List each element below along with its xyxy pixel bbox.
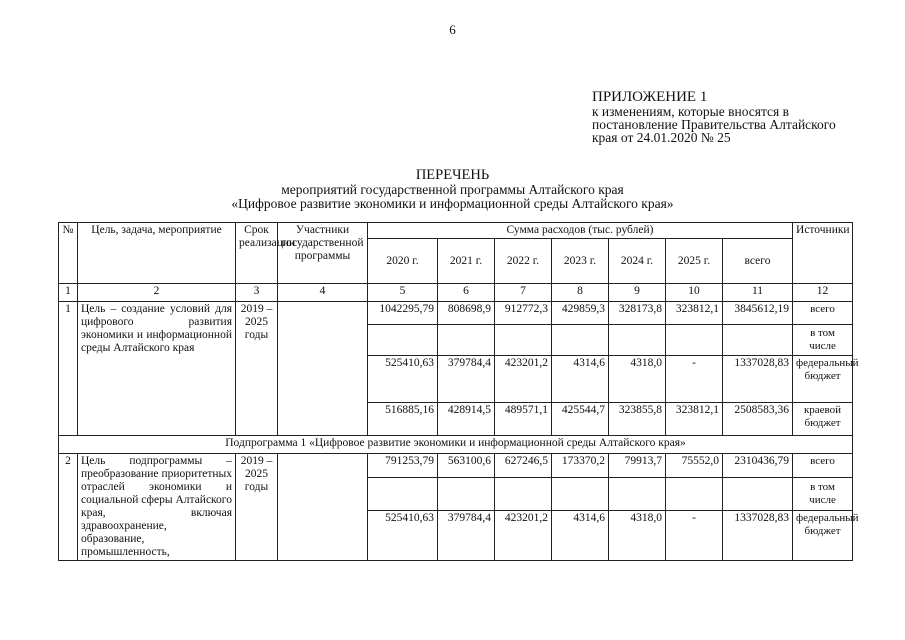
value-cell: 563100,6	[438, 454, 495, 478]
header-year: 2025 г.	[666, 239, 723, 284]
value-cell: 627246,5	[495, 454, 552, 478]
header-goal: Цель, задача, мероприятие	[78, 223, 236, 284]
value-cell: 4318,0	[609, 511, 666, 561]
row-term: 2019 – 2025 годы	[236, 302, 278, 436]
value-cell	[609, 478, 666, 511]
value-cell: 1337028,83	[723, 511, 793, 561]
value-cell: 328173,8	[609, 302, 666, 325]
row-number: 2	[59, 454, 78, 561]
column-number: 12	[793, 284, 853, 302]
row-participants	[278, 302, 368, 436]
value-cell: 173370,2	[552, 454, 609, 478]
value-cell: 4314,6	[552, 356, 609, 403]
value-cell: 912772,3	[495, 302, 552, 325]
header-year: 2020 г.	[368, 239, 438, 284]
value-cell: 429859,3	[552, 302, 609, 325]
appendix-title: ПРИЛОЖЕНИЕ 1	[592, 89, 708, 105]
source-cell: в том числе	[793, 478, 853, 511]
value-cell: 428914,5	[438, 403, 495, 436]
column-number: 1	[59, 284, 78, 302]
document-heading	[0, 168, 905, 211]
value-cell: 808698,9	[438, 302, 495, 325]
value-cell: 323812,1	[666, 302, 723, 325]
heading-title: ПЕРЕЧЕНЬ	[415, 167, 490, 183]
column-number-row	[59, 284, 853, 302]
value-cell	[438, 325, 495, 356]
source-cell: федеральный бюджет	[793, 511, 853, 561]
header-participants: Участники государственной программы	[278, 223, 368, 284]
value-cell: 425544,7	[552, 403, 609, 436]
source-cell: в том числе	[793, 325, 853, 356]
appendix-block	[592, 90, 852, 144]
column-number: 2	[78, 284, 236, 302]
column-number: 9	[609, 284, 666, 302]
column-number: 5	[368, 284, 438, 302]
value-cell: 75552,0	[666, 454, 723, 478]
header-total: всего	[723, 239, 793, 284]
value-cell: 379784,4	[438, 511, 495, 561]
value-cell	[552, 325, 609, 356]
value-cell: 2508583,36	[723, 403, 793, 436]
value-cell	[368, 325, 438, 356]
column-number: 8	[552, 284, 609, 302]
value-cell: -	[666, 356, 723, 403]
header-year: 2023 г.	[552, 239, 609, 284]
value-cell: 3845612,19	[723, 302, 793, 325]
value-cell	[495, 325, 552, 356]
table-row	[59, 454, 853, 478]
page-number: 6	[449, 22, 456, 37]
row-participants	[278, 454, 368, 561]
value-cell: 1042295,79	[368, 302, 438, 325]
value-cell: 423201,2	[495, 356, 552, 403]
measures-table	[58, 222, 859, 561]
row-goal: Цель – создание условий для цифрового развития экономики и информационной среды Алтайского края	[78, 302, 236, 436]
value-cell: 791253,79	[368, 454, 438, 478]
value-cell: 79913,7	[609, 454, 666, 478]
header-sources: Источники	[793, 223, 853, 284]
heading-line-1: мероприятий государственной программы Алтайского края	[281, 182, 624, 197]
source-cell: всего	[793, 454, 853, 478]
source-cell: федеральный бюджет	[793, 356, 853, 403]
heading-line-2: «Цифровое развитие экономики и информационной среды Алтайского края»	[231, 196, 674, 211]
value-cell: 525410,63	[368, 511, 438, 561]
value-cell	[609, 325, 666, 356]
value-cell: 323855,8	[609, 403, 666, 436]
header-year: 2024 г.	[609, 239, 666, 284]
value-cell	[552, 478, 609, 511]
appendix-text: к изменениям, которые вносятся в постановление Правительства Алтайского края от 24.01.2020 № 25	[592, 104, 836, 145]
row-number: 1	[59, 302, 78, 436]
value-cell: 525410,63	[368, 356, 438, 403]
header-term: Срок реализации	[236, 223, 278, 284]
value-cell: -	[666, 511, 723, 561]
column-number: 7	[495, 284, 552, 302]
value-cell	[723, 478, 793, 511]
value-cell: 323812,1	[666, 403, 723, 436]
value-cell	[666, 325, 723, 356]
column-number: 10	[666, 284, 723, 302]
value-cell: 423201,2	[495, 511, 552, 561]
value-cell	[438, 478, 495, 511]
column-number: 11	[723, 284, 793, 302]
value-cell	[666, 478, 723, 511]
value-cell: 2310436,79	[723, 454, 793, 478]
header-num: №	[59, 223, 78, 284]
subprogram-title: Подпрограмма 1 «Цифровое развитие экономики и информационной среды Алтайского края»	[59, 436, 853, 454]
header-year: 2021 г.	[438, 239, 495, 284]
value-cell	[723, 325, 793, 356]
column-number: 3	[236, 284, 278, 302]
value-cell: 516885,16	[368, 403, 438, 436]
value-cell	[368, 478, 438, 511]
value-cell: 4314,6	[552, 511, 609, 561]
value-cell: 4318,0	[609, 356, 666, 403]
header-row-1	[59, 223, 853, 239]
row-term: 2019 – 2025 годы	[236, 454, 278, 561]
column-number: 6	[438, 284, 495, 302]
header-year: 2022 г.	[495, 239, 552, 284]
table-row	[59, 302, 853, 325]
value-cell: 489571,1	[495, 403, 552, 436]
value-cell: 379784,4	[438, 356, 495, 403]
value-cell	[495, 478, 552, 511]
source-cell: краевой бюджет	[793, 403, 853, 436]
source-cell: всего	[793, 302, 853, 325]
row-goal: Цель подпрограммы – преобразование приоритетных отраслей экономики и социальной сферы Алтайского края, включая здравоохранение, образование, промышленность,	[78, 454, 236, 561]
column-number: 4	[278, 284, 368, 302]
header-sum: Сумма расходов (тыс. рублей)	[368, 223, 793, 239]
value-cell: 1337028,83	[723, 356, 793, 403]
subprogram-row	[59, 436, 853, 454]
